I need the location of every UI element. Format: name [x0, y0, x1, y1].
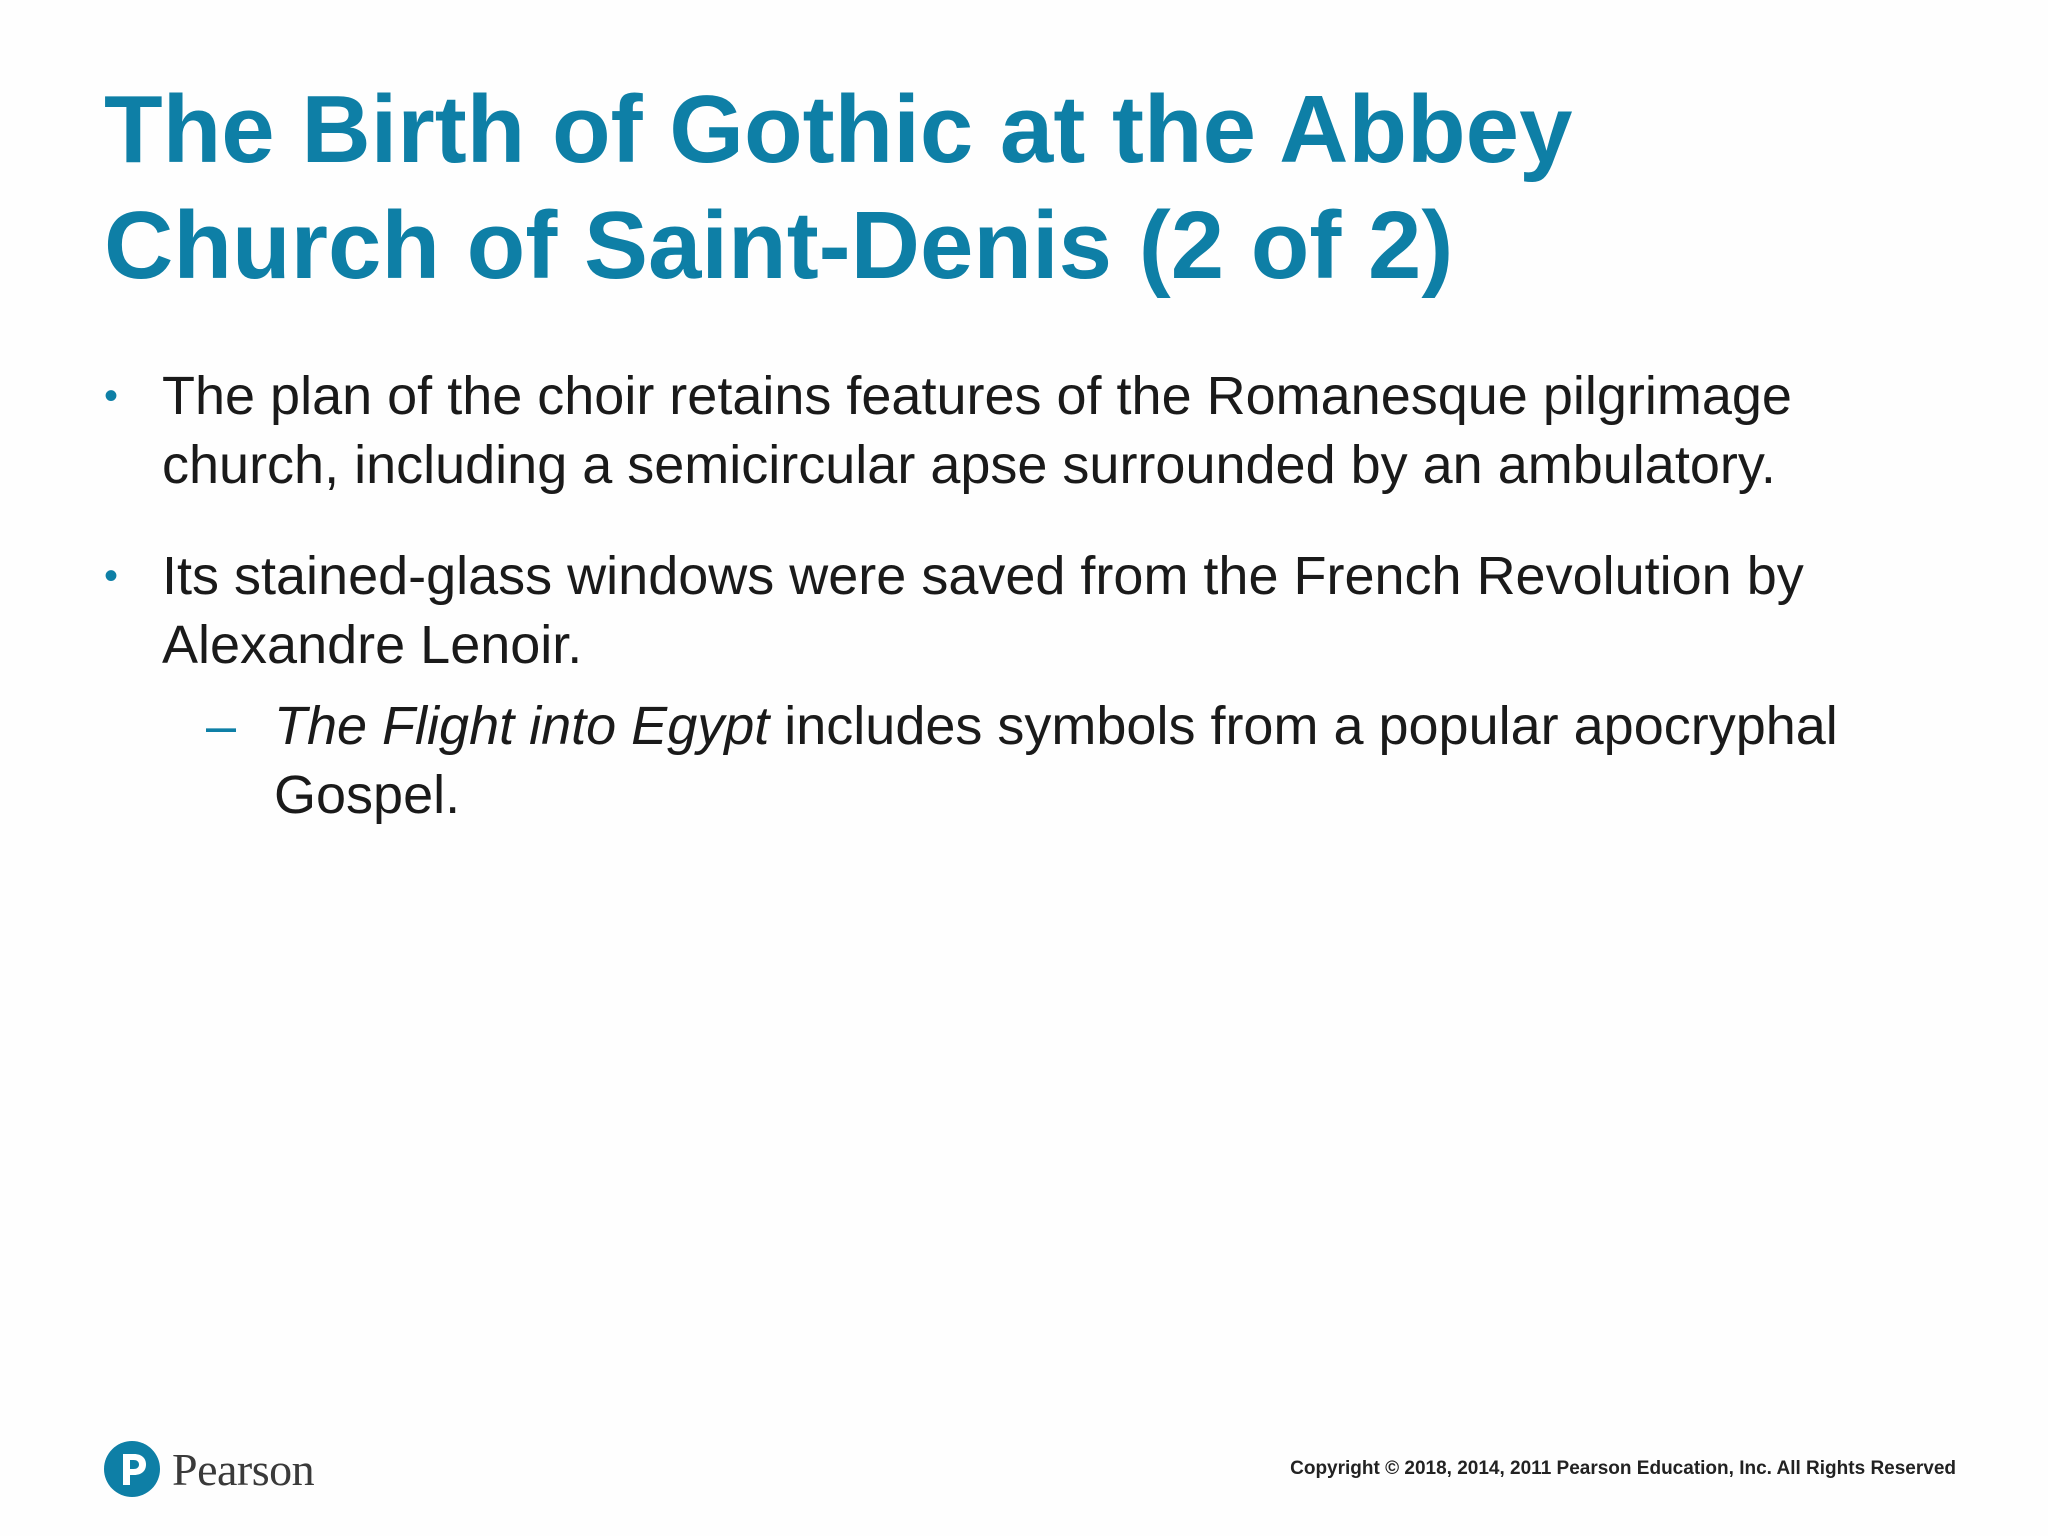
- sub-bullet-text: includes symbols from a popular apocryphal Gospel.: [274, 696, 1838, 825]
- slide-title: [104, 72, 1904, 304]
- slide-title-line-2: Church of Saint-Denis (2 of 2): [104, 192, 1454, 299]
- pearson-p-icon: [104, 1441, 160, 1497]
- bullet-list: [104, 362, 1954, 830]
- bullet-marker-icon: •: [104, 554, 119, 598]
- sub-bullet-item: [206, 692, 1954, 830]
- pearson-wordmark: Pearson: [172, 1443, 315, 1495]
- bullet-text: The plan of the choir retains features of the Romanesque pilgrimage church, including a semicircular apse surrounded by an ambulatory.: [162, 366, 1792, 495]
- bullet-item: [104, 542, 1954, 680]
- bullet-item: [104, 362, 1954, 500]
- copyright-notice: Copyright © 2018, 2014, 2011 Pearson Education, Inc. All Rights Reserved: [1290, 1458, 1956, 1479]
- artwork-title: The Flight into Egypt: [274, 696, 770, 756]
- slide-title-line-1: The Birth of Gothic at the Abbey: [104, 76, 1573, 183]
- pearson-logo: [104, 1436, 314, 1502]
- bullet-text: Its stained-glass windows were saved from the French Revolution by Alexandre Lenoir.: [162, 546, 1804, 675]
- dash-marker-icon: –: [206, 696, 237, 756]
- bullet-marker-icon: •: [104, 374, 119, 418]
